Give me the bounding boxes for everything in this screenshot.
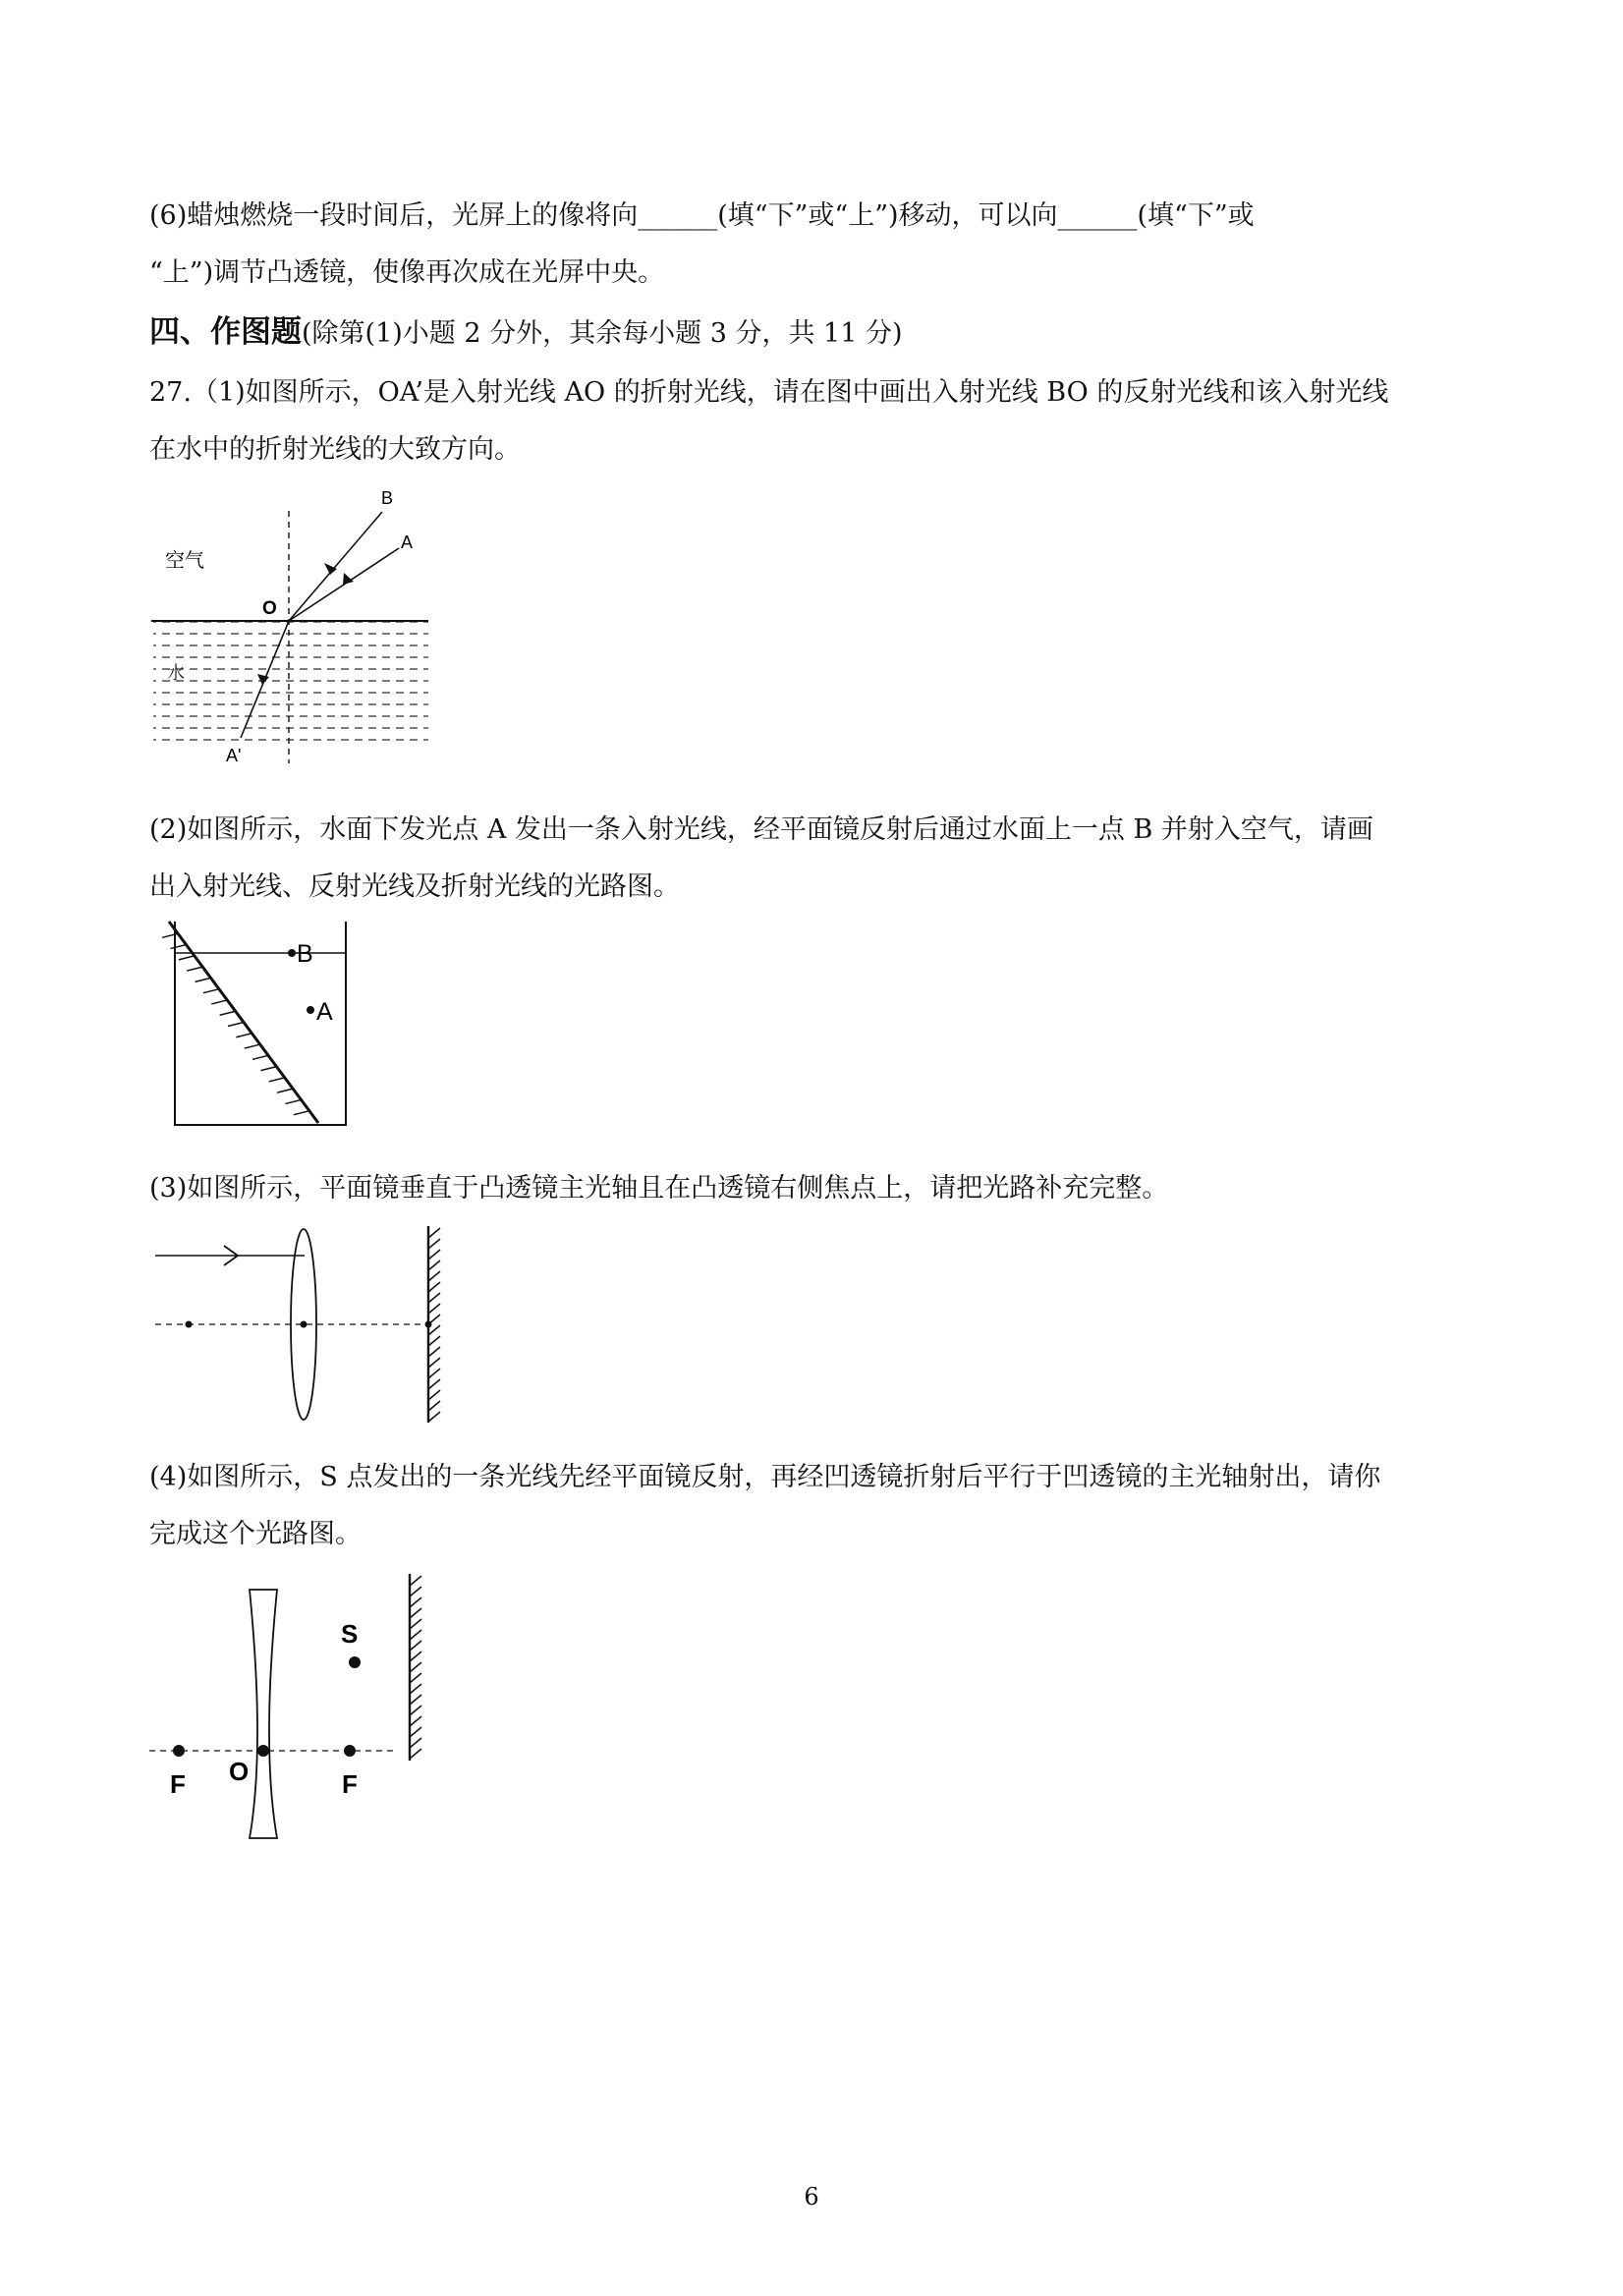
arrow-bo [324, 563, 337, 575]
label-air: 空气 [165, 550, 204, 572]
mirror-hatching [162, 933, 309, 1114]
hatch-mark [228, 1023, 244, 1027]
hatch-mark [428, 1358, 440, 1368]
hatch-mark [428, 1304, 440, 1314]
label-a: A [401, 532, 414, 552]
hatch-mark [428, 1271, 440, 1281]
figure-concave-lens [147, 1572, 462, 1847]
page-number: 6 [804, 2183, 819, 2211]
q27-2-line2: 出入射光线、反射光线及折射光线的光路图。 [149, 871, 680, 902]
hatch-mark [428, 1250, 440, 1260]
q27-4-line1: (4)如图所示，S 点发出的一条光线先经平面镜反射，再经凹透镜折射后平行于凹透镜的主光轴射出，请你 [149, 1462, 1381, 1492]
hatch-mark [428, 1336, 440, 1346]
label-f-right: F [342, 1769, 358, 1799]
hatch-mark [410, 1738, 421, 1748]
section-note: (除第(1)小题 2 分外，其余每小题 3 分，共 11 分) [302, 318, 903, 349]
point-a [307, 1006, 314, 1014]
q27-3-line1: (3)如图所示，平面镜垂直于凸透镜主光轴且在凸透镜右侧焦点上，请把光路补充完整。 [149, 1173, 1169, 1204]
hatch-mark [428, 1282, 440, 1292]
incident-ray-ao [289, 548, 399, 621]
figure-tank-mirror [147, 914, 364, 1135]
hatch-mark [410, 1630, 421, 1640]
hatch-mark [203, 989, 219, 993]
hatch-mark [286, 1099, 302, 1103]
hatch-mark [410, 1662, 421, 1672]
hatch-mark [410, 1684, 421, 1694]
label-s: S [341, 1619, 359, 1649]
q26-6-line1: (6)蜡烛燃烧一段时间后，光屏上的像将向______(填“下”或“上”)移动，可以向______(填“下”或 [149, 200, 1255, 231]
hatch-mark [428, 1260, 440, 1270]
hatch-mark [410, 1597, 421, 1607]
hatch-mark [410, 1641, 421, 1651]
focus-left [186, 1321, 193, 1328]
water-region [153, 621, 428, 741]
hatch-mark [428, 1390, 440, 1400]
hatch-mark [428, 1379, 440, 1389]
hatch-mark [410, 1727, 421, 1737]
label-a: A [316, 998, 333, 1026]
hatch-mark [410, 1652, 421, 1661]
hatch-mark [410, 1587, 421, 1596]
label-b: B [297, 940, 313, 968]
hatch-mark [187, 967, 202, 971]
label-water: 水 [167, 663, 185, 683]
hatch-mark [410, 1576, 421, 1586]
point-s [349, 1656, 361, 1668]
q27-4-line2: 完成这个光路图。 [149, 1519, 362, 1549]
hatch-mark [236, 1034, 252, 1037]
q27-1-line2: 在水中的折射光线的大致方向。 [149, 434, 521, 465]
hatch-mark [410, 1749, 421, 1759]
section-heading [149, 314, 903, 352]
label-a-prime: A' [226, 746, 242, 765]
hatch-mark [410, 1619, 421, 1629]
hatch-mark [410, 1608, 421, 1618]
hatch-mark [294, 1111, 309, 1115]
lens-center [301, 1321, 308, 1328]
incident-ray-bo [289, 512, 382, 621]
hatch-mark [428, 1401, 440, 1411]
hatch-mark [252, 1055, 268, 1059]
figure-convex-lens [147, 1218, 462, 1434]
hatch-mark [410, 1695, 421, 1705]
hatch-mark [196, 978, 211, 981]
hatch-mark [269, 1078, 285, 1082]
mirror-hatching [410, 1576, 421, 1759]
hatch-mark [428, 1228, 440, 1238]
hatch-mark [428, 1369, 440, 1378]
label-o: O [262, 598, 277, 619]
hatch-mark [428, 1293, 440, 1303]
hatch-mark [211, 1000, 227, 1004]
hatch-mark [428, 1347, 440, 1357]
hatch-mark [220, 1011, 236, 1015]
label-b: B [381, 488, 394, 508]
hatch-mark [277, 1089, 293, 1092]
label-o: O [229, 1757, 250, 1786]
section-title: 四、作图题 [149, 314, 302, 350]
hatch-mark [260, 1067, 276, 1071]
q26-6-line2: “上”)调节凸透镜，使像再次成在光屏中央。 [149, 257, 665, 288]
hatch-mark [410, 1706, 421, 1715]
hatch-mark [179, 956, 195, 960]
hatch-mark [428, 1239, 440, 1249]
focus-right [344, 1745, 356, 1757]
point-b [288, 949, 296, 957]
lens-center [257, 1745, 269, 1757]
hatch-mark [428, 1315, 440, 1324]
hatch-mark [245, 1044, 260, 1048]
hatch-mark [170, 945, 186, 949]
hatch-mark [428, 1412, 440, 1422]
q27-1-line1: 27.（1)如图所示，OA’是入射光线 AO 的折射光线，请在图中画出入射光线 BO 的反射光线和该入射光线 [149, 377, 1389, 408]
concave-lens [250, 1590, 277, 1838]
q27-2-line1: (2)如图所示，水面下发光点 A 发出一条入射光线，经平面镜反射后通过水面上一点 B 并射入空气，请画 [149, 814, 1373, 845]
hatch-mark [410, 1673, 421, 1683]
focus-left [173, 1745, 185, 1757]
hatch-mark [410, 1716, 421, 1726]
figure-refraction [147, 486, 442, 781]
label-f-left: F [170, 1769, 186, 1799]
